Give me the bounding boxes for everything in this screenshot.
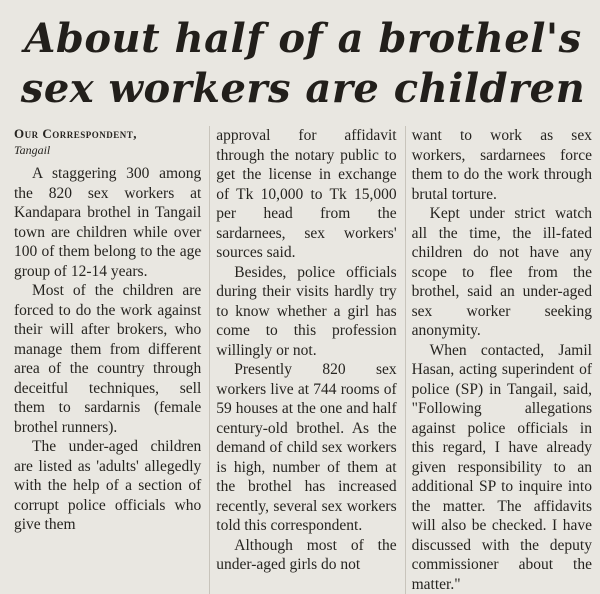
column-3 [405,126,592,594]
paragraph: When contacted, Jamil Hasan, acting superindent of police (SP) in Tangail, said, "Following allegations against police officials in this regard, I have already given responsibility to an additional SP to inquire into the matter. The affidavits will also be checked. I have discussed with the deputy commissioner about the matter." [412,341,592,594]
paragraph-continued: approval for affidavit through the notary public to get the license in exchange of Tk 10,000 to Tk 15,000 per head from the sardarnees, sex workers' sources said. [216,126,396,263]
byline [14,126,201,158]
paragraph: Most of the children are forced to do the work against their will after brokers, who manage them from different area of the country through deceitful techniques, sell them to sardarnis (female brothel runners). [14,281,201,437]
column-2 [209,126,396,594]
column-1 [14,126,201,594]
paragraph: Presently 820 sex workers live at 744 rooms of 59 houses at the one and half century-old brothel. As the demand of child sex workers is high, number of them at the brothel has increased recently, several sex workers told this correspondent. [216,360,396,536]
headline-line-2: sex workers are children [14,64,592,114]
headline-line-1: About half of a brothel's [14,14,592,64]
paragraph: Besides, police officials during their visits hardly try to know whether a girl has come to this profession willingly or not. [216,263,396,361]
headline [14,14,592,114]
byline-author: Our Correspondent, [14,126,201,142]
byline-dateline: Tangail [14,143,201,158]
paragraph: Kept under strict watch all the time, the ill-fated children do not have any scope to flee from the brothel, said an under-aged sex worker seeking anonymity. [412,204,592,341]
paragraph: A staggering 300 among the 820 sex workers at Kandapara brothel in Tangail town are children while over 100 of them belong to the age group of 12-14 years. [14,164,201,281]
paragraph: Although most of the under-aged girls do not [216,536,396,575]
article-body [14,126,592,594]
paragraph: The under-aged children are listed as 'adults' allegedly with the help of a section of corrupt police officials who give them [14,437,201,535]
paragraph-continued: want to work as sex workers, sardarnees force them to do the work through brutal torture. [412,126,592,204]
